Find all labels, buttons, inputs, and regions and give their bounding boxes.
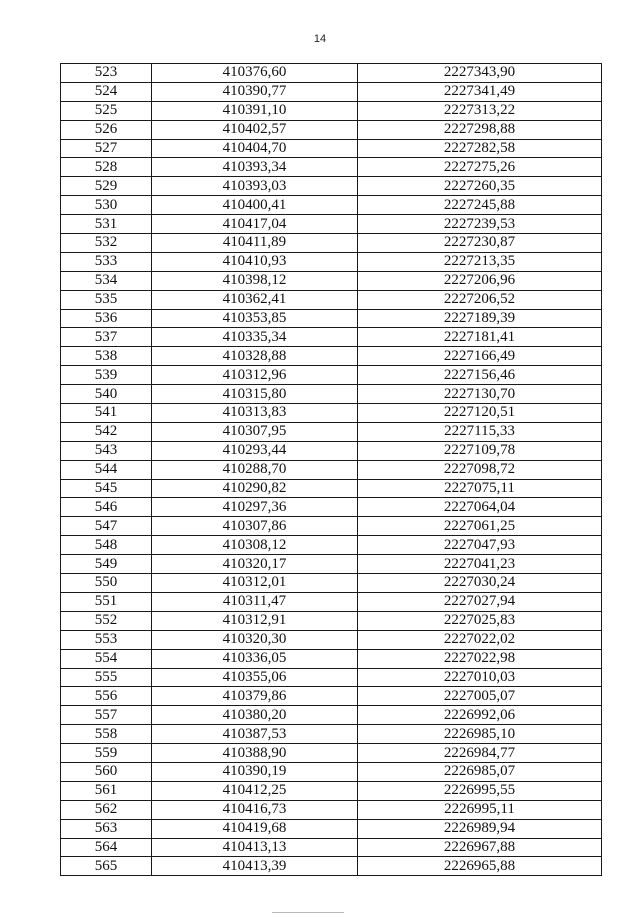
x-coordinate-cell: 410417,04 [152, 215, 358, 234]
point-number-cell: 548 [61, 536, 152, 555]
point-number-cell: 559 [61, 744, 152, 763]
x-coordinate-cell: 410308,12 [152, 536, 358, 555]
point-number-cell: 540 [61, 385, 152, 404]
point-number-cell: 534 [61, 271, 152, 290]
point-number-cell: 528 [61, 158, 152, 177]
point-number-cell: 538 [61, 347, 152, 366]
y-coordinate-cell: 2227064,04 [358, 498, 602, 517]
y-coordinate-cell: 2227041,23 [358, 555, 602, 574]
point-number-cell: 562 [61, 800, 152, 819]
x-coordinate-cell: 410297,36 [152, 498, 358, 517]
y-coordinate-cell: 2227181,41 [358, 328, 602, 347]
y-coordinate-cell: 2227343,90 [358, 64, 602, 83]
y-coordinate-cell: 2227206,52 [358, 290, 602, 309]
table-row [61, 252, 602, 271]
x-coordinate-cell: 410328,88 [152, 347, 358, 366]
x-coordinate-cell: 410307,86 [152, 517, 358, 536]
point-number-cell: 549 [61, 555, 152, 574]
coordinates-table [60, 63, 602, 876]
point-number-cell: 555 [61, 668, 152, 687]
point-number-cell: 542 [61, 422, 152, 441]
x-coordinate-cell: 410390,77 [152, 82, 358, 101]
table-row [61, 82, 602, 101]
table-row [61, 177, 602, 196]
x-coordinate-cell: 410393,34 [152, 158, 358, 177]
table-row [61, 404, 602, 423]
y-coordinate-cell: 2227282,58 [358, 139, 602, 158]
y-coordinate-cell: 2226995,11 [358, 800, 602, 819]
y-coordinate-cell: 2226992,06 [358, 706, 602, 725]
point-number-cell: 530 [61, 196, 152, 215]
y-coordinate-cell: 2227075,11 [358, 479, 602, 498]
table-row [61, 347, 602, 366]
table-row [61, 668, 602, 687]
y-coordinate-cell: 2227022,98 [358, 649, 602, 668]
x-coordinate-cell: 410410,93 [152, 252, 358, 271]
point-number-cell: 546 [61, 498, 152, 517]
y-coordinate-cell: 2227206,96 [358, 271, 602, 290]
point-number-cell: 525 [61, 101, 152, 120]
y-coordinate-cell: 2227341,49 [358, 82, 602, 101]
table-row [61, 725, 602, 744]
table-row [61, 744, 602, 763]
y-coordinate-cell: 2227189,39 [358, 309, 602, 328]
x-coordinate-cell: 410376,60 [152, 64, 358, 83]
y-coordinate-cell: 2226985,07 [358, 762, 602, 781]
table-row [61, 64, 602, 83]
table-row [61, 649, 602, 668]
point-number-cell: 539 [61, 366, 152, 385]
table-row [61, 592, 602, 611]
table-row [61, 139, 602, 158]
x-coordinate-cell: 410313,83 [152, 404, 358, 423]
table-row [61, 479, 602, 498]
y-coordinate-cell: 2227109,78 [358, 441, 602, 460]
y-coordinate-cell: 2227120,51 [358, 404, 602, 423]
y-coordinate-cell: 2227213,35 [358, 252, 602, 271]
y-coordinate-cell: 2226995,55 [358, 781, 602, 800]
point-number-cell: 531 [61, 215, 152, 234]
point-number-cell: 561 [61, 781, 152, 800]
point-number-cell: 524 [61, 82, 152, 101]
point-number-cell: 552 [61, 611, 152, 630]
x-coordinate-cell: 410288,70 [152, 460, 358, 479]
table-row [61, 158, 602, 177]
point-number-cell: 554 [61, 649, 152, 668]
point-number-cell: 529 [61, 177, 152, 196]
x-coordinate-cell: 410402,57 [152, 120, 358, 139]
x-coordinate-cell: 410320,30 [152, 630, 358, 649]
y-coordinate-cell: 2227313,22 [358, 101, 602, 120]
table-row [61, 460, 602, 479]
x-coordinate-cell: 410390,19 [152, 762, 358, 781]
y-coordinate-cell: 2227156,46 [358, 366, 602, 385]
y-coordinate-cell: 2227115,33 [358, 422, 602, 441]
table-row [61, 366, 602, 385]
point-number-cell: 535 [61, 290, 152, 309]
x-coordinate-cell: 410411,89 [152, 234, 358, 253]
table-row [61, 290, 602, 309]
x-coordinate-cell: 410416,73 [152, 800, 358, 819]
y-coordinate-cell: 2227027,94 [358, 592, 602, 611]
x-coordinate-cell: 410315,80 [152, 385, 358, 404]
y-coordinate-cell: 2227098,72 [358, 460, 602, 479]
y-coordinate-cell: 2227010,03 [358, 668, 602, 687]
point-number-cell: 547 [61, 517, 152, 536]
x-coordinate-cell: 410398,12 [152, 271, 358, 290]
y-coordinate-cell: 2226989,94 [358, 819, 602, 838]
table-row [61, 309, 602, 328]
table-row [61, 706, 602, 725]
y-coordinate-cell: 2227298,88 [358, 120, 602, 139]
point-number-cell: 527 [61, 139, 152, 158]
x-coordinate-cell: 410312,91 [152, 611, 358, 630]
point-number-cell: 563 [61, 819, 152, 838]
y-coordinate-cell: 2227239,53 [358, 215, 602, 234]
x-coordinate-cell: 410388,90 [152, 744, 358, 763]
table-row [61, 328, 602, 347]
y-coordinate-cell: 2227047,93 [358, 536, 602, 555]
table-row [61, 517, 602, 536]
table-row [61, 555, 602, 574]
table-row [61, 838, 602, 857]
y-coordinate-cell: 2227245,88 [358, 196, 602, 215]
table-row [61, 611, 602, 630]
point-number-cell: 543 [61, 441, 152, 460]
y-coordinate-cell: 2227166,49 [358, 347, 602, 366]
y-coordinate-cell: 2227130,70 [358, 385, 602, 404]
point-number-cell: 551 [61, 592, 152, 611]
table-row [61, 800, 602, 819]
point-number-cell: 544 [61, 460, 152, 479]
point-number-cell: 564 [61, 838, 152, 857]
table-row [61, 385, 602, 404]
y-coordinate-cell: 2227030,24 [358, 574, 602, 593]
page-number: 14 [313, 33, 327, 45]
table-row [61, 120, 602, 139]
x-coordinate-cell: 410404,70 [152, 139, 358, 158]
x-coordinate-cell: 410311,47 [152, 592, 358, 611]
point-number-cell: 523 [61, 64, 152, 83]
table-row [61, 196, 602, 215]
table-row [61, 422, 602, 441]
y-coordinate-cell: 2227230,87 [358, 234, 602, 253]
x-coordinate-cell: 410312,96 [152, 366, 358, 385]
point-number-cell: 560 [61, 762, 152, 781]
point-number-cell: 565 [61, 857, 152, 876]
y-coordinate-cell: 2227260,35 [358, 177, 602, 196]
x-coordinate-cell: 410393,03 [152, 177, 358, 196]
point-number-cell: 556 [61, 687, 152, 706]
x-coordinate-cell: 410353,85 [152, 309, 358, 328]
x-coordinate-cell: 410379,86 [152, 687, 358, 706]
table-row [61, 687, 602, 706]
y-coordinate-cell: 2227275,26 [358, 158, 602, 177]
x-coordinate-cell: 410413,13 [152, 838, 358, 857]
y-coordinate-cell: 2226967,88 [358, 838, 602, 857]
y-coordinate-cell: 2226984,77 [358, 744, 602, 763]
table-row [61, 819, 602, 838]
x-coordinate-cell: 410355,06 [152, 668, 358, 687]
y-coordinate-cell: 2227025,83 [358, 611, 602, 630]
table-row [61, 857, 602, 876]
x-coordinate-cell: 410419,68 [152, 819, 358, 838]
point-number-cell: 558 [61, 725, 152, 744]
point-number-cell: 526 [61, 120, 152, 139]
y-coordinate-cell: 2227022,02 [358, 630, 602, 649]
x-coordinate-cell: 410391,10 [152, 101, 358, 120]
table-row [61, 762, 602, 781]
x-coordinate-cell: 410400,41 [152, 196, 358, 215]
x-coordinate-cell: 410293,44 [152, 441, 358, 460]
y-coordinate-cell: 2227005,07 [358, 687, 602, 706]
x-coordinate-cell: 410307,95 [152, 422, 358, 441]
point-number-cell: 537 [61, 328, 152, 347]
x-coordinate-cell: 410335,34 [152, 328, 358, 347]
table-row [61, 574, 602, 593]
x-coordinate-cell: 410412,25 [152, 781, 358, 800]
table-row [61, 215, 602, 234]
point-number-cell: 533 [61, 252, 152, 271]
x-coordinate-cell: 410380,20 [152, 706, 358, 725]
table-row [61, 441, 602, 460]
x-coordinate-cell: 410362,41 [152, 290, 358, 309]
table-row [61, 536, 602, 555]
point-number-cell: 550 [61, 574, 152, 593]
point-number-cell: 557 [61, 706, 152, 725]
table-row [61, 630, 602, 649]
y-coordinate-cell: 2226965,88 [358, 857, 602, 876]
point-number-cell: 532 [61, 234, 152, 253]
table-row [61, 498, 602, 517]
table-row [61, 781, 602, 800]
point-number-cell: 536 [61, 309, 152, 328]
x-coordinate-cell: 410290,82 [152, 479, 358, 498]
table-row [61, 234, 602, 253]
x-coordinate-cell: 410312,01 [152, 574, 358, 593]
point-number-cell: 553 [61, 630, 152, 649]
table-row [61, 101, 602, 120]
bottom-edge-mark [272, 912, 344, 913]
coordinates-table-body [61, 64, 602, 876]
y-coordinate-cell: 2227061,25 [358, 517, 602, 536]
x-coordinate-cell: 410413,39 [152, 857, 358, 876]
point-number-cell: 545 [61, 479, 152, 498]
x-coordinate-cell: 410387,53 [152, 725, 358, 744]
y-coordinate-cell: 2226985,10 [358, 725, 602, 744]
table-row [61, 271, 602, 290]
point-number-cell: 541 [61, 404, 152, 423]
x-coordinate-cell: 410320,17 [152, 555, 358, 574]
x-coordinate-cell: 410336,05 [152, 649, 358, 668]
